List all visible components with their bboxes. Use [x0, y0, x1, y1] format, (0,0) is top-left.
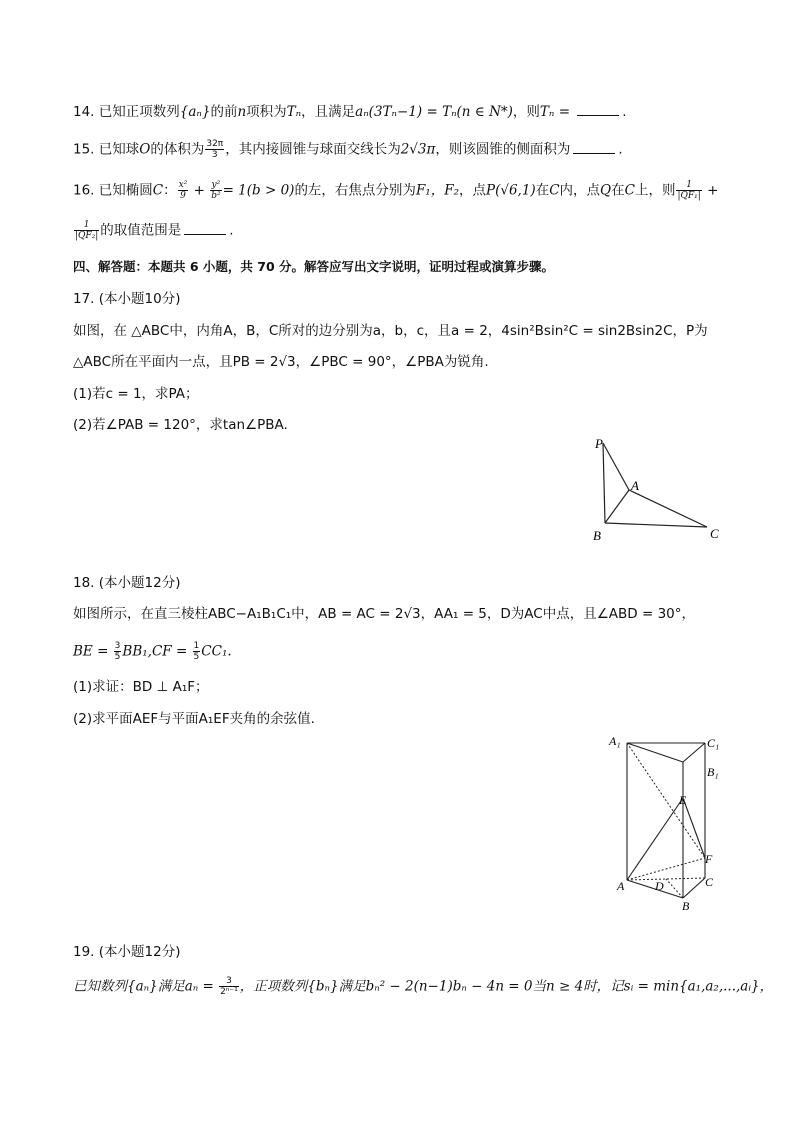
label-D: D — [655, 879, 664, 893]
answer-blank — [577, 103, 619, 116]
section-heading: 四、解答题：本题共 6 小题，共 70 分。解答应写出文字说明，证明过程或演算步骤。 — [73, 259, 555, 274]
q17-line1: 如图，在 △ABC中，内角A，B，C所对的边分别为a，b，c，且a = 2，4sin²Bsin²C = sin2Bsin2C，P为 — [73, 323, 708, 339]
q18-head: 18. (本小题12分) — [73, 575, 181, 591]
label-A: A — [631, 478, 639, 493]
q18-sub2: (2)求平面AEF与平面A₁EF夹角的余弦值. — [73, 711, 315, 727]
label-B: B — [593, 528, 601, 543]
question-16-cont: $\frac{1}{\text{|QF₂|}}$ 的取值范围是 . — [75, 220, 234, 241]
q18-figure — [605, 730, 735, 915]
label-C: C — [710, 526, 719, 541]
q18-line2: BE = $\frac{3}{5}$ BB₁,CF = $\frac{1}{5}$ CC₁. — [73, 641, 232, 662]
answer-blank — [184, 222, 226, 235]
q17-sub1: (1)若c = 1，求PA； — [73, 386, 199, 402]
q19-head: 19. (本小题12分) — [73, 944, 181, 960]
label-B1: B₁ — [707, 765, 719, 779]
q18-sub1: (1)求证：BD ⊥ A₁F； — [73, 679, 209, 695]
q17-sub2: (2)若∠PAB = 120°，求tan∠PBA. — [73, 417, 288, 433]
label-A1: A₁ — [609, 734, 621, 748]
q18-line1: 如图所示，在直三棱柱ABC−A₁B₁C₁中，AB = AC = 2√3，AA₁ = 5，D为AC中点，且∠ABD = 30°， — [73, 606, 696, 622]
question-14: 14. 已知正项数列{aₙ}的前n项积为Tₙ，且满足aₙ(3Tₙ−1) = Tₙ(n ∈ N*)，则Tₙ = . — [73, 104, 627, 120]
q17-head: 17. (本小题10分) — [73, 291, 181, 307]
label-B: B — [682, 899, 690, 913]
answer-blank — [573, 141, 615, 154]
label-F: F — [705, 852, 713, 866]
question-16: 16. 已知椭圆C： $\frac{\text{x²}}{9}$ + $\frac{\text{y²}}{\text{b²}}$ = 1(b > 0)的左，右焦点分别为F₁，F₂，点P(√6,1)在C内，点Q在C上，则 $\frac{1}{\text{|QF₁|}}$ + — [73, 180, 719, 201]
label-C1: C₁ — [707, 736, 720, 750]
volume-fraction: $\frac{32\pi}{3}$ — [206, 139, 224, 160]
label-C: C — [705, 875, 714, 889]
question-15: 15. 已知球O的体积为 $\frac{32\pi}{3}$ ，其内接圆锥与球面交线长为2√3π，则该圆锥的侧面积为 . — [73, 139, 623, 160]
q17-line2: △ABC所在平面内一点，且PB = 2√3，∠PBC = 90°，∠PBA为锐角. — [73, 354, 489, 370]
label-A: A — [617, 879, 625, 893]
label-E: E — [679, 793, 687, 807]
q19-line1: 已知数列{aₙ}满足aₙ = $\frac{3}{\text{2ⁿ⁻¹}}$ ，正项数列{bₙ}满足bₙ² − 2(n−1)bₙ − 4n = 0当n ≥ 4时，记sᵢ = min{a₁,a₂,...,aᵢ}， — [73, 976, 774, 997]
label-P: P — [595, 436, 603, 451]
q17-figure — [585, 430, 725, 545]
